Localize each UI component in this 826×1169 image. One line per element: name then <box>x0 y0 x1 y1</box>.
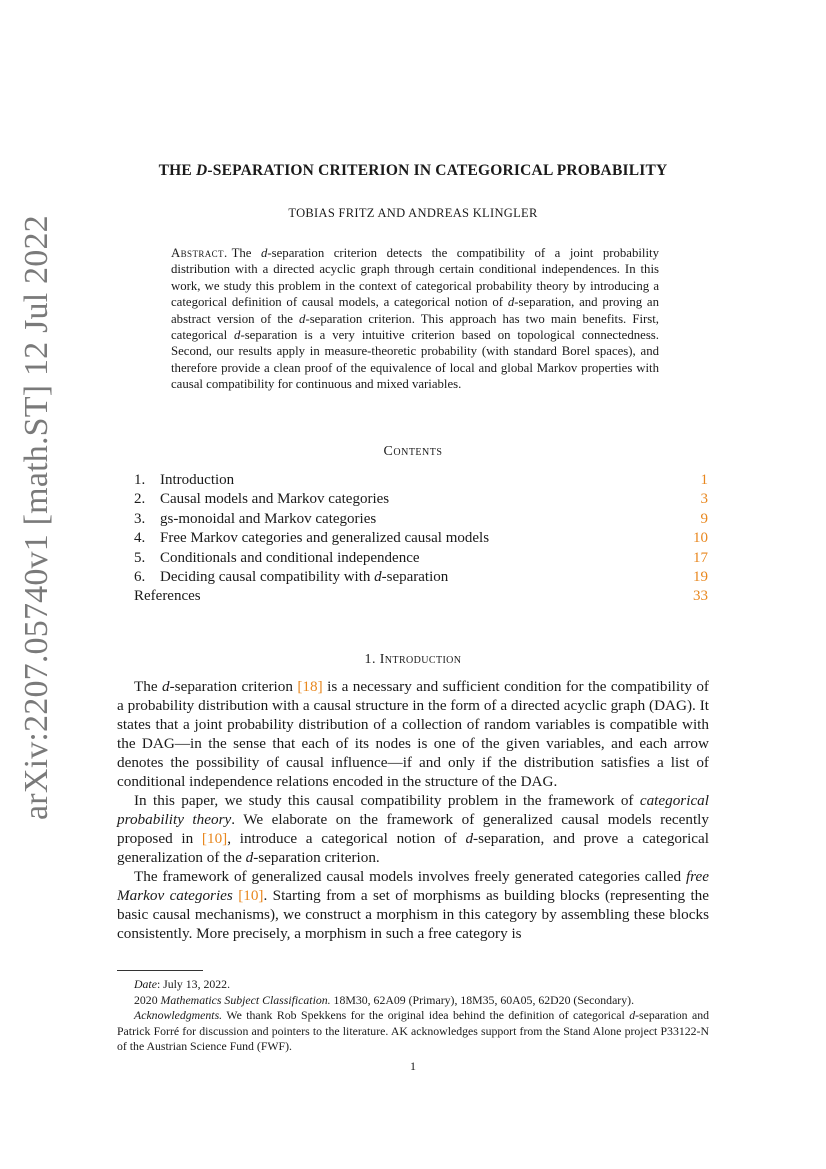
footnote-acknowledgments: Acknowledgments. We thank Rob Spekkens for the original idea behind the definition of categorical d-separation and Patrick Forré for discussion and pointers to the literature. AK acknowledges support from the Stand Alone project P33122-N of the Austrian Science Fund (FWF). <box>117 1008 709 1054</box>
toc-page-link[interactable]: 19 <box>693 568 708 585</box>
table-of-contents <box>134 471 708 607</box>
footnotes <box>117 977 709 1055</box>
section-heading: 1. Introduction <box>364 652 462 667</box>
toc-item-free-markov[interactable]: 4. Free Markov categories and generalized causal models 10 <box>134 529 708 548</box>
contents-heading: Contents <box>383 444 443 459</box>
toc-page-link[interactable]: 17 <box>693 549 708 566</box>
toc-item-conditionals[interactable]: 5. Conditionals and conditional independence 17 <box>134 549 708 568</box>
toc-item-causal-models[interactable]: 2. Causal models and Markov categories 3 <box>134 490 708 509</box>
body-text <box>117 677 709 943</box>
abstract-label: Abstract. <box>171 246 228 260</box>
toc-item-d-separation[interactable]: 6. Deciding causal compatibility with d-separation 19 <box>134 568 708 587</box>
toc-item-references[interactable]: References 33 <box>134 587 708 606</box>
citation-link[interactable]: [10] <box>201 830 228 847</box>
paper-authors: TOBIAS FRITZ AND ANDREAS KLINGLER <box>288 206 538 220</box>
toc-page-link[interactable]: 10 <box>693 530 708 547</box>
toc-page-link[interactable]: 9 <box>700 510 708 527</box>
paragraph: In this paper, we study this causal compatibility problem in the framework of categorical probability theory. We elaborate on the framework of generalized causal models recently proposed in [10], introduce a categorical notion of d-separation, and prove a categorical generalization of the d-separation criterion. <box>117 792 710 866</box>
footnote-date: Date: July 13, 2022. <box>134 977 231 991</box>
toc-page-link[interactable]: 33 <box>693 588 708 605</box>
toc-item-introduction[interactable]: 1. Introduction 1 <box>134 471 708 490</box>
toc-page-link[interactable]: 1 <box>700 472 708 488</box>
paragraph: The framework of generalized causal models involves freely generated categories called free Markov categories [10]. Starting from a set of morphisms as building blocks (representing the basic causal mechanisms), we construct a morphism in this category by assembling these blocks consistently. More precisely, a morphism in such a free category is <box>117 868 709 942</box>
arxiv-identifier: arXiv:2207.05740v1 [math.ST] 12 Jul 2022 <box>18 215 55 820</box>
page-number: 1 <box>410 1059 416 1073</box>
citation-link[interactable]: [10] <box>238 887 264 904</box>
toc-item-gs-monoidal[interactable]: 3. gs-monoidal and Markov categories 9 <box>134 510 708 529</box>
toc-page-link[interactable]: 3 <box>700 491 708 508</box>
paper-title: THE D-SEPARATION CRITERION IN CATEGORICAL PROBABILITY <box>158 162 668 179</box>
footnote-msc: 2020 Mathematics Subject Classification. 18M30, 62A09 (Primary), 18M35, 60A05, 62D20 (Secondary). <box>134 992 635 1007</box>
footnote-rule <box>117 970 203 971</box>
paragraph: The d-separation criterion [18] is a necessary and sufficient condition for the compatibility of a probability distribution with a causal structure in the form of a directed acyclic graph (DAG). It states that a joint probability distribution of a collection of random variables is compatible with the DAG—in the sense that each of its nodes is one of the given variables, and each arrow denotes the possibility of causal influence—if and only if the distribution satisfies a list of conditional independence relations encoded in the structure of the DAG. <box>117 678 709 790</box>
citation-link[interactable]: [18] <box>297 678 323 695</box>
abstract: Abstract. The d-separation criterion detects the compatibility of a joint probability distribution with a directed acyclic graph through certain conditional independences. In this work, we study this problem in the context of categorical probability theory by introducing a categorical definition of causal models, a categorical notion of d-separation, and proving an abstract version of the d-separation criterion. This approach has two main benefits. First, categorical d-separation is a very intuitive criterion based on topological connectedness. Second, our results apply in measure-theoretic probability (with standard Borel spaces), and therefore provide a clean proof of the equivalence of local and global Markov properties with causal compatibility for continuous and mixed variables. <box>171 246 659 392</box>
